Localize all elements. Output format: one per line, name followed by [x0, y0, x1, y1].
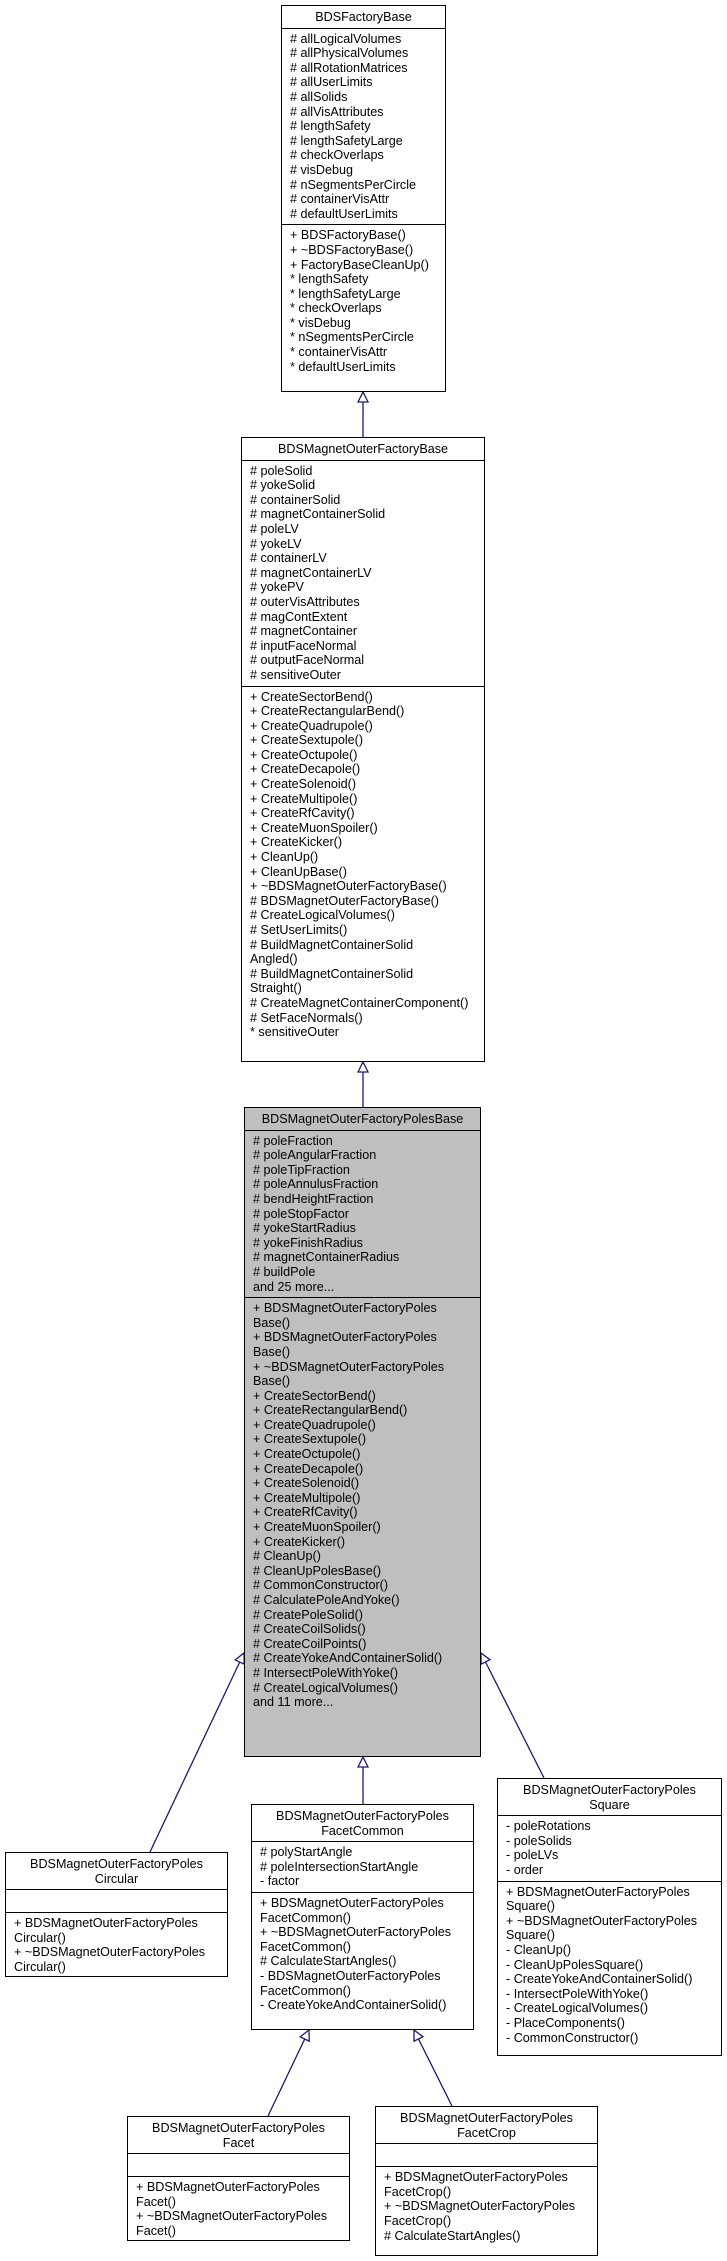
member-line: + ~BDSMagnetOuterFactoryPoles FacetCommon()	[260, 1925, 452, 1954]
member-line: # CreateCoilPoints()	[253, 1636, 367, 1651]
methods-section	[6, 1912, 227, 1977]
member-line: + CreateRfCavity()	[253, 1505, 358, 1520]
edge-square-to-poles-base	[481, 1653, 544, 1778]
member-line: and 25 more...	[253, 1279, 335, 1294]
edge-facet-crop-to-facet-common	[414, 2030, 452, 2106]
member-line: # allUserLimits	[290, 75, 373, 90]
member-line: - CommonConstructor()	[506, 2030, 639, 2045]
member-line: + BDSMagnetOuterFactoryPoles Facet()	[136, 2180, 320, 2209]
member-line: + FactoryBaseCleanUp()	[290, 257, 429, 272]
member-line: # defaultUserLimits	[290, 206, 398, 221]
attributes-section	[282, 29, 445, 225]
member-line: # CommonConstructor()	[253, 1578, 389, 1593]
class-box-factory-base[interactable]	[281, 5, 446, 392]
member-line: # CreateMagnetContainerComponent()	[250, 995, 469, 1010]
member-line: # lengthSafetyLarge	[290, 133, 403, 148]
attributes-section	[242, 461, 484, 686]
member-line: # buildPole	[253, 1264, 316, 1279]
member-line: + CreateMuonSpoiler()	[253, 1520, 381, 1535]
member-line: + CreateKicker()	[250, 835, 343, 850]
member-line: and 11 more...	[253, 1695, 334, 1710]
member-line: # polyStartAngle	[260, 1845, 353, 1860]
class-box-facet[interactable]	[127, 2116, 350, 2241]
member-line: - CleanUpPolesSquare()	[506, 1957, 644, 1972]
member-line: - factor	[260, 1874, 300, 1889]
member-line: + CreateSolenoid()	[250, 777, 357, 792]
member-line: # BuildMagnetContainerSolid Angled()	[250, 937, 414, 967]
class-box-outer-base[interactable]	[241, 437, 485, 1062]
member-line: # allSolids	[290, 89, 348, 104]
member-line: # magnetContainerLV	[250, 565, 372, 580]
member-line: + BDSMagnetOuterFactoryPoles FacetCrop()	[384, 2170, 568, 2199]
member-line: # CalculateStartAngles()	[384, 2228, 521, 2243]
member-line: # poleFraction	[253, 1133, 333, 1148]
member-line: + BDSMagnetOuterFactoryPoles Base()	[253, 1301, 437, 1330]
member-line: # CalculatePoleAndYoke()	[253, 1593, 400, 1607]
methods-section	[242, 686, 484, 1043]
class-name: BDSMagnetOuterFactoryPoles FacetCommon	[252, 1805, 473, 1842]
member-line: - PlaceComponents()	[506, 2015, 625, 2030]
member-line: # inputFaceNormal	[250, 638, 357, 653]
member-line: - poleRotations	[506, 1819, 591, 1834]
member-line: # CreatePoleSolid()	[253, 1607, 363, 1622]
class-name: BDSMagnetOuterFactoryPoles Circular	[6, 1853, 227, 1890]
member-line: + BDSMagnetOuterFactoryPoles Circular()	[14, 1916, 198, 1945]
member-line: - IntersectPoleWithYoke()	[506, 1986, 649, 2001]
member-line: + ~BDSMagnetOuterFactoryPoles Facet()	[136, 2209, 328, 2238]
member-line: + CreateSectorBend()	[253, 1388, 376, 1403]
member-line: # poleIntersectionStartAngle	[260, 1859, 419, 1874]
member-line: + CreateKicker()	[253, 1534, 346, 1549]
attributes-section	[376, 2144, 597, 2166]
member-line: + ~BDSMagnetOuterFactoryPoles Base()	[253, 1359, 445, 1389]
member-line: + CleanUpBase()	[250, 864, 347, 879]
member-line: # yokeStartRadius	[253, 1221, 356, 1236]
member-line: + CreateRectangularBend()	[250, 704, 405, 719]
member-line: # yokeLV	[250, 536, 302, 551]
member-line: # poleSolid	[250, 463, 313, 478]
member-line: + CreateDecapole()	[250, 762, 361, 777]
member-line: # SetUserLimits()	[250, 923, 348, 937]
member-line: + ~BDSFactoryBase()	[290, 242, 414, 257]
member-line: + CreateMultipole()	[253, 1490, 361, 1505]
member-line: # nSegmentsPerCircle	[290, 177, 416, 192]
member-line: - poleLVs	[506, 1848, 559, 1863]
attributes-section	[6, 1890, 227, 1912]
member-line: + CreateSextupole()	[253, 1432, 367, 1447]
methods-section	[128, 2176, 349, 2241]
member-line: # CreateCoilSolids()	[253, 1622, 366, 1637]
class-name: BDSFactoryBase	[282, 6, 445, 29]
methods-section	[252, 1892, 473, 2016]
member-line: - poleSolids	[506, 1833, 572, 1848]
member-line: # yokeFinishRadius	[253, 1235, 363, 1250]
attributes-section	[252, 1842, 473, 1892]
member-line: # allVisAttributes	[290, 104, 384, 119]
member-line: # IntersectPoleWithYoke()	[253, 1665, 399, 1680]
member-line: + CleanUp()	[250, 850, 319, 865]
methods-section	[282, 224, 445, 377]
member-line: # containerSolid	[250, 492, 341, 507]
member-line: # CreateLogicalVolumes()	[250, 908, 395, 923]
member-line: + CreateOctupole()	[250, 747, 358, 762]
methods-section	[498, 1881, 721, 2049]
class-name: BDSMagnetOuterFactoryPoles Square	[498, 1779, 721, 1816]
member-line: * checkOverlaps	[290, 301, 382, 316]
member-line: + ~BDSMagnetOuterFactoryPoles Square()	[506, 1913, 698, 1943]
member-line: * containerVisAttr	[290, 345, 388, 360]
class-box-circular[interactable]	[5, 1852, 228, 1977]
class-name: BDSMagnetOuterFactoryPoles FacetCrop	[376, 2107, 597, 2144]
class-box-poles-base[interactable]	[244, 1107, 481, 1757]
class-box-facet-crop[interactable]	[375, 2106, 598, 2256]
member-line: + BDSMagnetOuterFactoryPoles Square()	[506, 1884, 690, 1914]
member-line: # allPhysicalVolumes	[290, 46, 409, 61]
member-line: + ~BDSMagnetOuterFactoryPoles FacetCrop()	[384, 2199, 576, 2228]
methods-section	[245, 1297, 480, 1713]
member-line: # magContExtent	[250, 609, 348, 624]
member-line: - CreateYokeAndContainerSolid()	[506, 1972, 693, 1987]
member-line: # poleAngularFraction	[253, 1148, 377, 1163]
member-line: + CreateRfCavity()	[250, 806, 355, 821]
member-line: + CreateSectorBend()	[250, 689, 373, 704]
member-line: # SetFaceNormals()	[250, 1010, 363, 1025]
member-line: * visDebug	[290, 315, 351, 330]
edge-circular-to-poles-base	[150, 1653, 244, 1852]
class-name: BDSMagnetOuterFactoryBase	[242, 438, 484, 461]
member-line: # visDebug	[290, 162, 354, 177]
attributes-section	[128, 2154, 349, 2176]
member-line: * lengthSafety	[290, 272, 369, 287]
member-line: - CreateLogicalVolumes()	[506, 2001, 649, 2016]
member-line: # allRotationMatrices	[290, 60, 408, 75]
member-line: # outputFaceNormal	[250, 653, 365, 668]
class-name: BDSMagnetOuterFactoryPoles Facet	[128, 2117, 349, 2154]
member-line: * lengthSafetyLarge	[290, 286, 401, 301]
member-line: # magnetContainerSolid	[250, 507, 386, 522]
member-line: + CreateDecapole()	[253, 1461, 364, 1476]
edge-facet-to-facet-common	[268, 2030, 309, 2116]
member-line: * sensitiveOuter	[250, 1025, 339, 1040]
member-line: + BDSFactoryBase()	[290, 228, 406, 243]
member-line: # CalculateStartAngles()	[260, 1954, 397, 1969]
member-line: + CreateMultipole()	[250, 791, 358, 806]
member-line: # BDSMagnetOuterFactoryBase()	[250, 893, 439, 908]
member-line: # CleanUpPolesBase()	[253, 1563, 382, 1578]
member-line: # yokeSolid	[250, 478, 316, 493]
member-line: - CleanUp()	[506, 1942, 572, 1957]
member-line: + CreateOctupole()	[253, 1447, 361, 1462]
member-line: # checkOverlaps	[290, 148, 384, 163]
member-line: + ~BDSMagnetOuterFactoryPoles Circular()	[14, 1945, 206, 1974]
member-line: + CreateQuadrupole()	[250, 718, 373, 733]
member-line: # CreateYokeAndContainerSolid()	[253, 1651, 443, 1666]
member-line: # lengthSafety	[290, 119, 371, 134]
class-box-facet-common[interactable]	[251, 1804, 474, 2030]
member-line: - CreateYokeAndContainerSolid()	[260, 1998, 447, 2013]
member-line: # containerLV	[250, 551, 327, 566]
member-line: # magnetContainer	[250, 624, 358, 639]
member-line: + CreateSolenoid()	[253, 1476, 360, 1491]
member-line: - BDSMagnetOuterFactoryPoles FacetCommon()	[260, 1968, 441, 1998]
member-line: + CreateQuadrupole()	[253, 1417, 376, 1432]
member-line: # bendHeightFraction	[253, 1191, 374, 1206]
member-line: # allLogicalVolumes	[290, 31, 402, 46]
member-line: # BuildMagnetContainerSolid Straight()	[250, 966, 414, 996]
member-line: + CreateMuonSpoiler()	[250, 820, 378, 835]
attributes-section	[498, 1816, 721, 1880]
member-line: # sensitiveOuter	[250, 667, 341, 682]
member-line: # CleanUp()	[253, 1549, 321, 1564]
member-line: # poleStopFactor	[253, 1206, 349, 1221]
member-line: # poleLV	[250, 521, 299, 536]
attributes-section	[245, 1131, 480, 1298]
member-line: + CreateSextupole()	[250, 733, 364, 748]
member-line: - order	[506, 1862, 544, 1877]
member-line: # outerVisAttributes	[250, 594, 360, 609]
member-line: + BDSMagnetOuterFactoryPoles Base()	[253, 1330, 437, 1359]
class-box-square[interactable]	[497, 1778, 722, 2056]
member-line: + ~BDSMagnetOuterFactoryBase()	[250, 879, 447, 894]
methods-section	[376, 2166, 597, 2246]
member-line: # poleAnnulusFraction	[253, 1177, 379, 1192]
member-line: * defaultUserLimits	[290, 359, 396, 374]
member-line: # containerVisAttr	[290, 192, 390, 207]
member-line: # magnetContainerRadius	[253, 1250, 400, 1265]
member-line: + BDSMagnetOuterFactoryPoles FacetCommon()	[260, 1895, 444, 1925]
member-line: # yokePV	[250, 580, 304, 595]
member-line: * nSegmentsPerCircle	[290, 330, 414, 345]
member-line: + CreateRectangularBend()	[253, 1403, 408, 1418]
class-name: BDSMagnetOuterFactoryPolesBase	[245, 1108, 480, 1131]
member-line: # CreateLogicalVolumes()	[253, 1680, 398, 1695]
member-line: # poleTipFraction	[253, 1162, 350, 1177]
